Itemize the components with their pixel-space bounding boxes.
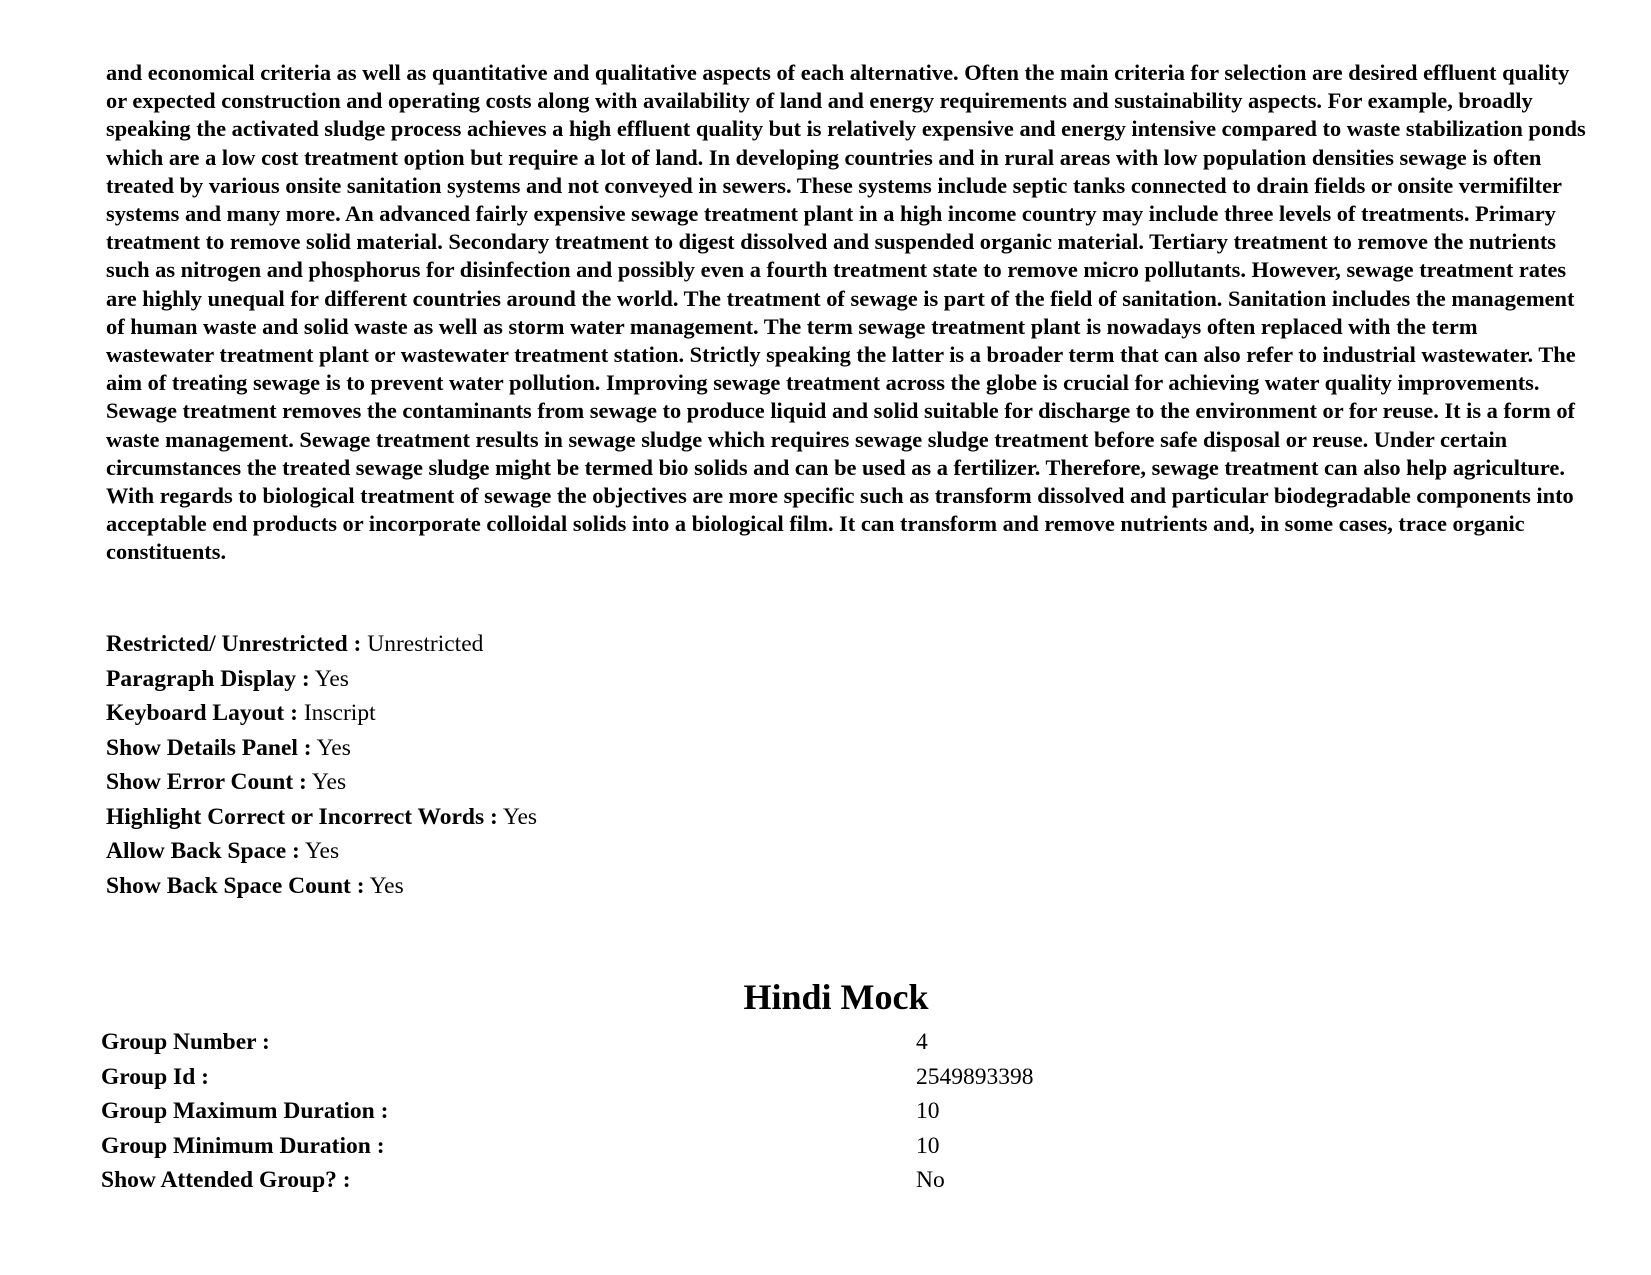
group-label: Group Maximum Duration :: [101, 1098, 389, 1125]
setting-value: Yes: [311, 769, 347, 795]
setting-restricted: [106, 627, 1006, 662]
group-row-number: [101, 1025, 1101, 1060]
setting-keyboard-layout: [106, 696, 1006, 731]
setting-value: Yes: [502, 803, 538, 830]
group-label: Show Attended Group? :: [101, 1167, 351, 1194]
setting-paragraph-display: [106, 662, 1006, 697]
setting-label: Paragraph Display :: [106, 665, 310, 692]
group-value: No: [916, 1167, 945, 1194]
setting-value: Yes: [369, 872, 404, 899]
setting-value: Unrestricted: [367, 631, 484, 657]
group-value: 2549893398: [916, 1063, 1034, 1090]
setting-value: Yes: [314, 665, 349, 692]
group-value: 10: [916, 1132, 940, 1159]
group-row-show-attended: [101, 1163, 1101, 1198]
setting-show-error-count: [106, 765, 1006, 800]
setting-value: Yes: [304, 838, 340, 864]
setting-label: Show Back Space Count :: [106, 872, 365, 899]
group-label: Group Number :: [101, 1029, 270, 1055]
setting-show-details-panel: [106, 731, 1006, 766]
setting-label: Show Error Count :: [106, 769, 307, 795]
setting-label: Keyboard Layout :: [106, 700, 298, 726]
setting-show-back-space-count: [106, 869, 1006, 904]
setting-value: Inscript: [303, 700, 376, 726]
group-row-max-duration: [101, 1094, 1101, 1129]
section-title: Hindi Mock: [743, 977, 929, 1017]
group-label: Group Minimum Duration :: [101, 1132, 385, 1159]
setting-value: Yes: [316, 734, 351, 761]
group-value: 10: [916, 1098, 940, 1125]
group-details-table: [101, 1025, 1101, 1198]
settings-list: [106, 627, 1006, 903]
group-row-min-duration: [101, 1129, 1101, 1164]
setting-allow-back-space: [106, 834, 1006, 869]
setting-label: Show Details Panel :: [106, 734, 312, 761]
setting-highlight-words: [106, 800, 1006, 835]
setting-label: Highlight Correct or Incorrect Words :: [106, 803, 498, 830]
setting-label: Restricted/ Unrestricted :: [106, 631, 362, 657]
setting-label: Allow Back Space :: [106, 838, 300, 864]
group-value: 4: [916, 1029, 928, 1055]
group-row-id: [101, 1060, 1101, 1095]
group-label: Group Id :: [101, 1063, 209, 1090]
passage-text: and economical criteria as well as quantitative and qualitative aspects of each alternative. Often the main criteria for selection are desired effluent quality or expected construction and operating costs along with availability of land and energy requirements and sustainability aspects. For example, broadly speaking the activated sludge process achieves a high effluent quality but is relatively expensive and energy intensive compared to waste stabilization ponds which are a low cost treatment option but require a lot of land. In developing countries and in rural areas with low population densities sewage is often treated by various onsite sanitation systems and not conveyed in sewers. These systems include septic tanks connected to drain fields or onsite vermifilter systems and many more. An advanced fairly expensive sewage treatment plant in a high income country may include three levels of treatments. Primary treatment to remove solid material. Secondary treatment to digest dissolved and suspended organic material. Tertiary treatment to remove the nutrients such as nitrogen and phosphorus for disinfection and possibly even a fourth treatment state to remove micro pollutants. However, sewage treatment rates are highly unequal for different countries around the world. The treatment of sewage is part of the field of sanitation. Sanitation includes the management of human waste and solid waste as well as storm water management. The term sewage treatment plant is nowadays often replaced with the term wastewater treatment plant or wastewater treatment station. Strictly speaking the latter is a broader term that can also refer to industrial wastewater. The aim of treating sewage is to prevent water pollution. Improving sewage treatment across the globe is crucial for achieving water quality improvements. Sewage treatment removes the contaminants from sewage to produce liquid and solid suitable for discharge to the environment or for reuse. It is a form of waste management. Sewage treatment results in sewage sludge which requires sewage sludge treatment before safe disposal or reuse. Under certain circumstances the treated sewage sludge might be termed bio solids and can be used as a fertilizer. Therefore, sewage treatment can also help agriculture. With regards to biological treatment of sewage the objectives are more specific such as transform dissolved and particular biodegradable components into acceptable end products or incorporate colloidal solids into a biological film. It can transform and remove nutrients and, in some cases, trace organic constituents.: [106, 60, 1586, 565]
